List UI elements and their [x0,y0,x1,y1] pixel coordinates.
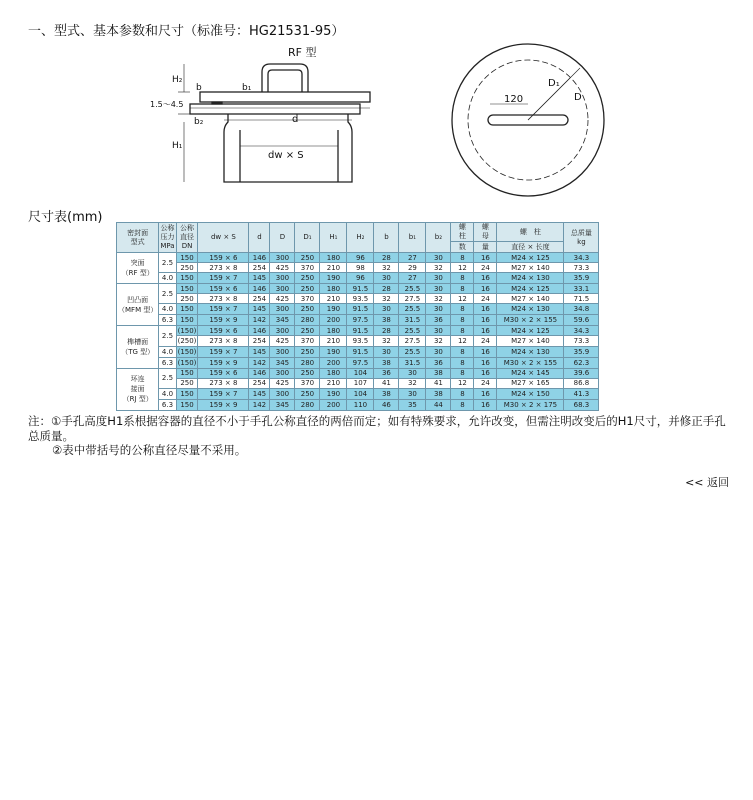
table-cell: 425 [270,263,295,273]
table-cell: 8 [451,304,474,315]
table-cell: 16 [474,388,497,399]
neck-shape [224,114,352,182]
table-cell: 145 [249,273,270,284]
table-cell: 93.5 [347,336,374,346]
table-row [117,326,599,336]
table-cell: 62.3 [564,357,599,368]
table-cell: 280 [295,315,320,326]
table-cell: 142 [249,357,270,368]
pressure-cell: 2.5 [159,368,176,388]
pressure-cell: 4.0 [159,273,176,284]
table-cell: 12 [451,294,474,304]
pressure-cell: 6.3 [159,357,176,368]
table-cell: 280 [295,399,320,410]
table-cell: 210 [320,294,347,304]
table-cell: 30 [426,253,451,263]
table-cell: 32 [399,378,426,388]
table-cell: 150 [176,399,198,410]
header-mass: 总质量 kg [564,223,599,253]
size-table [116,222,599,411]
table-row [117,336,599,346]
diagram-title: RF 型 [288,46,317,59]
table-row [117,253,599,263]
table-cell: 35 [399,399,426,410]
table-cell: 73.3 [564,336,599,346]
table-cell: 28 [374,326,399,336]
table-cell: 30 [399,368,426,378]
pressure-cell: 6.3 [159,399,176,410]
table-cell: 250 [295,368,320,378]
table-cell: 250 [295,346,320,357]
table-cell: 16 [474,326,497,336]
table-cell: 96 [347,273,374,284]
table-cell: 8 [451,273,474,284]
table-cell: 73.3 [564,263,599,273]
table-row [117,399,599,410]
table-cell: 25.5 [399,304,426,315]
table-cell: 8 [451,388,474,399]
table-cell: 28 [374,284,399,294]
table-cell: 250 [176,378,198,388]
table-row [117,273,599,284]
table-cell: 30 [374,304,399,315]
header-seal: 密封面 型式 [117,223,159,253]
table-cell: 370 [295,378,320,388]
table-cell: 8 [451,253,474,263]
table-cell: M27 × 140 [497,294,564,304]
table-cell: (250) [177,337,197,346]
table-cell: 8 [451,284,474,294]
table-cell: 12 [451,336,474,346]
label-dws: dw × S [268,150,304,161]
table-cell: M24 × 130 [497,346,564,357]
table-cell: 86.8 [564,378,599,388]
table-cell: 200 [320,399,347,410]
table-cell: 29 [399,263,426,273]
table-cell: 32 [426,294,451,304]
header-nut: 螺 母 [474,223,497,242]
label-d: d [292,114,299,125]
table-row [117,284,599,294]
table-cell: 250 [295,284,320,294]
notes [28,414,728,458]
table-cell: 32 [374,263,399,273]
table-cell: 30 [374,346,399,357]
table-cell: 300 [270,346,295,357]
table-cell: 32 [426,336,451,346]
header-stud-sub: 直径 × 长度 [497,242,564,253]
table-cell: 24 [474,378,497,388]
table-cell: 25.5 [399,284,426,294]
table-cell: 254 [249,336,270,346]
table-cell: 38 [374,357,399,368]
table-cell: 38 [374,388,399,399]
table-cell: 273 × 8 [198,336,249,346]
table-cell: 300 [270,368,295,378]
label-b: b [196,83,202,93]
table-cell: 159 × 7 [198,273,249,284]
table-cell: 254 [249,378,270,388]
table-cell: 273 × 8 [198,294,249,304]
table-cell: 180 [320,284,347,294]
header-D: D [270,223,295,253]
table-cell: 345 [270,357,295,368]
table-cell: M30 × 2 × 155 [497,315,564,326]
table-row [117,263,599,273]
label-120: 120 [504,94,524,105]
table-cell: 34.3 [564,326,599,336]
table-cell: 33.1 [564,284,599,294]
table-cell: 370 [295,263,320,273]
table-cell: 8 [451,357,474,368]
size-table-body [117,253,599,411]
table-cell: 41.3 [564,388,599,399]
seal-type-cell: 环连 接面 （RJ 型） [117,368,159,410]
table-cell: 16 [474,273,497,284]
table-cell: 30 [426,273,451,284]
table-row [117,346,599,357]
table-cell: 146 [249,253,270,263]
size-table-title: 尺寸表(mm) [28,210,103,225]
header-H2: H₂ [347,223,374,253]
table-cell: 34.8 [564,304,599,315]
table-cell: M27 × 165 [497,378,564,388]
table-cell: 32 [426,263,451,273]
table-cell: 31.5 [399,357,426,368]
table-cell: 32 [374,294,399,304]
table-cell: 16 [474,304,497,315]
table-cell: 38 [426,388,451,399]
table-cell: 16 [474,315,497,326]
table-cell: M27 × 140 [497,263,564,273]
table-cell: 159 × 7 [198,388,249,399]
table-cell: 210 [320,263,347,273]
table-cell: 59.6 [564,315,599,326]
header-bolt: 螺 柱 [451,223,474,242]
table-cell: 27.5 [399,294,426,304]
table-cell: 150 [176,304,198,315]
table-cell: 30 [426,346,451,357]
table-cell: 12 [451,378,474,388]
table-cell: 425 [270,294,295,304]
table-cell: 38 [374,315,399,326]
table-cell: 254 [249,294,270,304]
header-qty-2: 量 [474,242,497,253]
table-cell: 30 [374,273,399,284]
table-cell: 190 [320,346,347,357]
table-cell: 91.5 [347,326,374,336]
header-d: d [249,223,270,253]
table-cell: 16 [474,253,497,263]
table-cell: 36 [426,315,451,326]
table-cell: 210 [320,336,347,346]
table-row [117,315,599,326]
table-cell: 210 [320,378,347,388]
table-cell: 425 [270,378,295,388]
table-cell: 30 [426,304,451,315]
table-cell: M24 × 125 [497,284,564,294]
table-cell: 250 [176,294,198,304]
table-cell: 31.5 [399,315,426,326]
table-cell: 159 × 9 [198,315,249,326]
handle-shape [262,64,308,92]
pressure-cell: 6.3 [159,315,176,326]
table-cell: 180 [320,253,347,263]
table-cell: 159 × 9 [198,357,249,368]
label-D1: D₁ [548,78,560,89]
table-cell: 104 [347,388,374,399]
note-1: 注：①手孔高度H1系根据容器的直径不小于手孔公称直径的两倍而定；如有特殊要求，允许改变，但需注明改变后的H1尺寸，并修正手孔总质量。 [28,414,726,443]
table-cell: 159 × 7 [198,346,249,357]
table-cell: 159 × 6 [198,326,249,336]
label-h1: H₁ [172,141,183,151]
table-cell: 150 [176,388,198,399]
table-cell: 159 × 6 [198,253,249,263]
table-cell: 8 [451,399,474,410]
seal-type-cell: 突面 （RF 型） [117,253,159,284]
table-cell: 28 [374,253,399,263]
page-heading: 一、型式、基本参数和尺寸（标准号：HG21531-95） [28,24,345,39]
table-cell: 250 [176,263,198,273]
pressure-cell: 2.5 [159,284,176,304]
table-cell: 300 [270,326,295,336]
header-b1: b₁ [399,223,426,253]
pressure-cell: 4.0 [159,388,176,399]
table-cell: 145 [249,346,270,357]
table-cell: 107 [347,378,374,388]
table-cell: 32 [374,336,399,346]
table-cell: 16 [474,399,497,410]
table-cell: 159 × 6 [198,368,249,378]
table-cell: 370 [295,336,320,346]
table-cell: M24 × 125 [497,326,564,336]
table-cell: 25.5 [399,326,426,336]
header-dws: dw × S [198,223,249,253]
table-cell: 110 [347,399,374,410]
table-cell: M24 × 125 [497,253,564,263]
table-cell: M27 × 140 [497,336,564,346]
label-b2: b₂ [194,117,204,127]
table-cell: 159 × 6 [198,284,249,294]
table-cell: 39.6 [564,368,599,378]
table-row [117,304,599,315]
table-cell: 146 [249,284,270,294]
label-b1: b₁ [242,83,252,93]
table-cell: 68.3 [564,399,599,410]
table-cell: 8 [451,346,474,357]
table-cell: 91.5 [347,346,374,357]
table-cell: 24 [474,336,497,346]
table-cell: 8 [451,315,474,326]
label-h2: H₂ [172,75,183,85]
table-cell: 250 [295,253,320,263]
table-cell: (150) [177,347,197,356]
table-cell: 190 [320,388,347,399]
header-D1: D₁ [295,223,320,253]
table-cell: 345 [270,315,295,326]
header-pn: 公称 压力 MPa [159,223,176,253]
table-cell: 30 [426,284,451,294]
pressure-cell: 4.0 [159,346,176,357]
table-cell: 250 [295,273,320,284]
label-D: D [574,92,582,103]
table-cell: 36 [426,357,451,368]
table-cell: 150 [176,284,198,294]
table-cell: 159 × 9 [198,399,249,410]
table-cell: 27 [399,253,426,263]
table-cell: 345 [270,399,295,410]
table-cell: 41 [374,378,399,388]
table-cell: 16 [474,284,497,294]
table-cell: 91.5 [347,304,374,315]
table-cell: 145 [249,388,270,399]
table-cell: 190 [320,273,347,284]
header-H1: H₁ [320,223,347,253]
table-cell: 159 × 7 [198,304,249,315]
table-cell: 36 [374,368,399,378]
table-cell: 25.5 [399,346,426,357]
seal-type-cell: 榫槽面 （TG 型） [117,326,159,368]
table-cell: 35.9 [564,273,599,284]
table-cell: 300 [270,388,295,399]
pressure-cell: 4.0 [159,304,176,315]
table-cell: 96 [347,253,374,263]
table-cell: 16 [474,346,497,357]
table-cell: M24 × 145 [497,368,564,378]
table-cell: 41 [426,378,451,388]
header-b: b [374,223,399,253]
table-cell: 190 [320,304,347,315]
table-cell: 71.5 [564,294,599,304]
table-cell: 200 [320,357,347,368]
table-cell: 27 [399,273,426,284]
table-cell: 146 [249,368,270,378]
table-cell: 180 [320,326,347,336]
table-cell: 12 [451,263,474,273]
table-cell: 250 [295,388,320,399]
table-cell: 97.5 [347,315,374,326]
table-cell: 180 [320,368,347,378]
header-qty-1: 数 [451,242,474,253]
table-cell: 142 [249,399,270,410]
table-cell: (150) [177,326,197,335]
table-cell: 34.3 [564,253,599,263]
table-cell: 200 [320,315,347,326]
table-cell: 93.5 [347,294,374,304]
back-link[interactable]: << 返回 [685,476,729,489]
table-cell: 8 [451,326,474,336]
table-cell: 273 × 8 [198,263,249,273]
table-cell: 280 [295,357,320,368]
table-cell: 250 [295,304,320,315]
table-row [117,357,599,368]
table-cell: 300 [270,273,295,284]
table-cell: 370 [295,294,320,304]
table-cell: M24 × 130 [497,273,564,284]
table-cell: 30 [399,388,426,399]
header-dn: 公称 直径 DN [176,223,198,253]
table-cell: (150) [177,358,197,367]
table-cell: 146 [249,326,270,336]
table-cell: 150 [176,253,198,263]
cover-plate-shape [200,92,370,102]
table-cell: 300 [270,253,295,263]
note-2: ②表中带括号的公称直径尽量不采用。 [52,443,247,457]
table-cell: 300 [270,304,295,315]
table-cell: 98 [347,263,374,273]
flange-shape [190,104,360,114]
table-row [117,378,599,388]
table-cell: 24 [474,294,497,304]
table-cell: 16 [474,357,497,368]
table-cell: 142 [249,315,270,326]
table-cell: 254 [249,263,270,273]
table-cell: 38 [426,368,451,378]
pressure-cell: 2.5 [159,326,176,346]
table-cell: 46 [374,399,399,410]
table-cell: M30 × 2 × 175 [497,399,564,410]
header-stud: 螺 柱 [497,223,564,242]
table-cell: 150 [176,368,198,378]
table-cell: 91.5 [347,284,374,294]
table-cell: 27.5 [399,336,426,346]
table-cell: 273 × 8 [198,378,249,388]
table-cell: M24 × 150 [497,388,564,399]
table-cell: 97.5 [347,357,374,368]
hand-hole-drawing [150,42,620,212]
table-cell: 8 [451,368,474,378]
table-cell: 35.9 [564,346,599,357]
table-cell: 145 [249,304,270,315]
table-cell: 150 [176,315,198,326]
table-row [117,368,599,378]
pressure-cell: 2.5 [159,253,176,273]
table-cell: 44 [426,399,451,410]
table-cell: 250 [295,326,320,336]
label-gap: 1.5～4.5 [150,100,184,109]
table-cell: M30 × 2 × 155 [497,357,564,368]
table-cell: M24 × 130 [497,304,564,315]
header-b2: b₂ [426,223,451,253]
table-cell: 104 [347,368,374,378]
table-cell: 24 [474,263,497,273]
table-cell: 150 [176,273,198,284]
table-cell: 30 [426,326,451,336]
table-cell: 16 [474,368,497,378]
table-row [117,294,599,304]
table-row [117,388,599,399]
seal-type-cell: 凹凸面 （MFM 型） [117,284,159,326]
table-cell: 300 [270,284,295,294]
table-cell: 425 [270,336,295,346]
